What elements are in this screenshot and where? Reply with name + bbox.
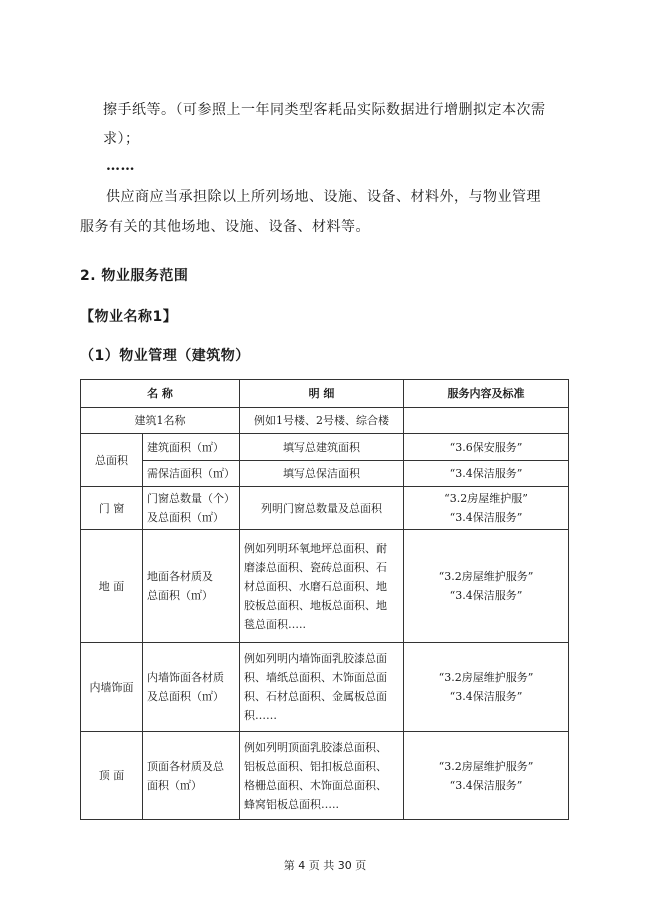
windows-name bbox=[143, 487, 240, 530]
inner-wall-name bbox=[143, 643, 240, 732]
table-row bbox=[81, 434, 569, 461]
floor-standard-l2: “3.4保洁服务” bbox=[449, 589, 523, 602]
floor-detail-l3: 材总面积、水磨石总面积、地 bbox=[244, 579, 387, 593]
inner-wall-detail-l3: 积、石材总面积、金属板总面 bbox=[244, 690, 387, 703]
intro-line-2: 求）； bbox=[103, 131, 140, 147]
building-name-cell: 建筑1名称 bbox=[81, 408, 240, 434]
inner-wall-detail-l4: 积…… bbox=[244, 709, 277, 722]
ceiling-standard-l2: “3.4保洁服务” bbox=[449, 778, 523, 792]
building-detail-cell: 例如1号楼、2号楼、综合楼 bbox=[240, 408, 404, 434]
inner-wall-standard bbox=[404, 643, 569, 732]
table-row bbox=[81, 408, 569, 434]
windows-detail: 列明门窗总数量及总面积 bbox=[240, 487, 404, 530]
floor-detail-l5: 毯总面积….. bbox=[244, 617, 306, 631]
paragraph-line-1: 供应商应当承担除以上所列场地、设施、设备、材料外，与物业管理 bbox=[106, 189, 541, 205]
table-row bbox=[81, 487, 569, 530]
floor-detail-l2: 磨漆总面积、瓷砖总面积、石 bbox=[244, 560, 387, 574]
page-footer: 第 4 页 共 30 页 bbox=[283, 859, 367, 872]
windows-label: 门 窗 bbox=[81, 487, 143, 530]
floor-name bbox=[143, 530, 240, 643]
windows-name-l1: 门窗总数量（个） bbox=[147, 492, 235, 505]
cleaning-area-standard: “3.4保洁服务” bbox=[404, 461, 569, 487]
building-area-detail: 填写总建筑面积 bbox=[240, 434, 404, 461]
property-table bbox=[80, 379, 569, 820]
ceiling-standard-l1: “3.2房屋维护服务” bbox=[438, 759, 534, 773]
table-row bbox=[81, 461, 569, 487]
floor-standard-l1: “3.2房屋维护服务” bbox=[438, 570, 534, 583]
building-area-standard: “3.6保安服务” bbox=[404, 434, 569, 461]
table-row bbox=[81, 643, 569, 732]
ceiling-detail bbox=[240, 732, 404, 820]
inner-wall-standard-l2: “3.4保洁服务” bbox=[449, 690, 523, 703]
ceiling-name-l2: 面积（㎡） bbox=[147, 778, 202, 792]
windows-standard-l2: “3.4保洁服务” bbox=[449, 511, 523, 524]
inner-wall-label: 内墙饰面 bbox=[81, 643, 143, 732]
ceiling-detail-l2: 铝板总面积、铝扣板总面积、 bbox=[244, 759, 387, 773]
property-name: 【物业名称1】 bbox=[80, 309, 178, 325]
ceiling-detail-l1: 例如列明顶面乳胶漆总面积、 bbox=[244, 740, 387, 754]
inner-wall-name-l1: 内墙饰面各材质 bbox=[147, 671, 224, 684]
inner-wall-detail-l2: 积、墙纸总面积、木饰面总面 bbox=[244, 671, 387, 684]
header-detail: 明 细 bbox=[240, 380, 404, 408]
inner-wall-detail-l1: 例如列明内墙饰面乳胶漆总面 bbox=[244, 652, 387, 665]
header-standard: 服务内容及标准 bbox=[404, 380, 569, 408]
intro-line-1: 擦手纸等。（可参照上一年同类型客耗品实际数据进行增删拟定本次需 bbox=[103, 102, 546, 118]
floor-label: 地 面 bbox=[81, 530, 143, 643]
section-title: 2. 物业服务范围 bbox=[80, 268, 189, 284]
floor-name-l1: 地面各材质及 bbox=[147, 570, 213, 583]
inner-wall-detail bbox=[240, 643, 404, 732]
paragraph-line-2: 服务有关的其他场地、设施、设备、材料等。 bbox=[80, 219, 370, 235]
windows-name-l2: 及总面积（㎡） bbox=[147, 511, 224, 524]
ceiling-standard bbox=[404, 732, 569, 820]
inner-wall-name-l2: 及总面积（㎡） bbox=[147, 690, 224, 703]
floor-detail-l1: 例如列明环氧地坪总面积、耐 bbox=[244, 541, 387, 555]
floor-detail bbox=[240, 530, 404, 643]
ceiling-name-l1: 顶面各材质及总 bbox=[147, 759, 224, 773]
floor-name-l2: 总面积（㎡） bbox=[147, 589, 213, 602]
ceiling-detail-l3: 格栅总面积、木饰面总面积、 bbox=[244, 778, 387, 792]
cleaning-area-detail: 填写总保洁面积 bbox=[240, 461, 404, 487]
table-row bbox=[81, 732, 569, 820]
windows-standard bbox=[404, 487, 569, 530]
windows-standard-l1: “3.2房屋维护服” bbox=[444, 492, 528, 505]
floor-standard bbox=[404, 530, 569, 643]
building-area-label: 建筑面积（㎡） bbox=[143, 434, 240, 461]
table-row bbox=[81, 530, 569, 643]
ceiling-label: 顶 面 bbox=[81, 732, 143, 820]
ellipsis: …… bbox=[106, 158, 135, 174]
subsection-title: （1）物业管理（建筑物） bbox=[80, 348, 250, 364]
inner-wall-standard-l1: “3.2房屋维护服务” bbox=[438, 671, 534, 684]
building-standard-cell bbox=[404, 408, 569, 434]
ceiling-detail-l4: 蜂窝铝板总面积….. bbox=[244, 797, 339, 811]
floor-detail-l4: 胶板总面积、地板总面积、地 bbox=[244, 598, 387, 612]
table-header-row bbox=[81, 380, 569, 408]
total-area-label: 总面积 bbox=[81, 434, 143, 487]
cleaning-area-label: 需保洁面积（㎡） bbox=[143, 461, 240, 487]
header-name: 名 称 bbox=[81, 380, 240, 408]
ceiling-name bbox=[143, 732, 240, 820]
